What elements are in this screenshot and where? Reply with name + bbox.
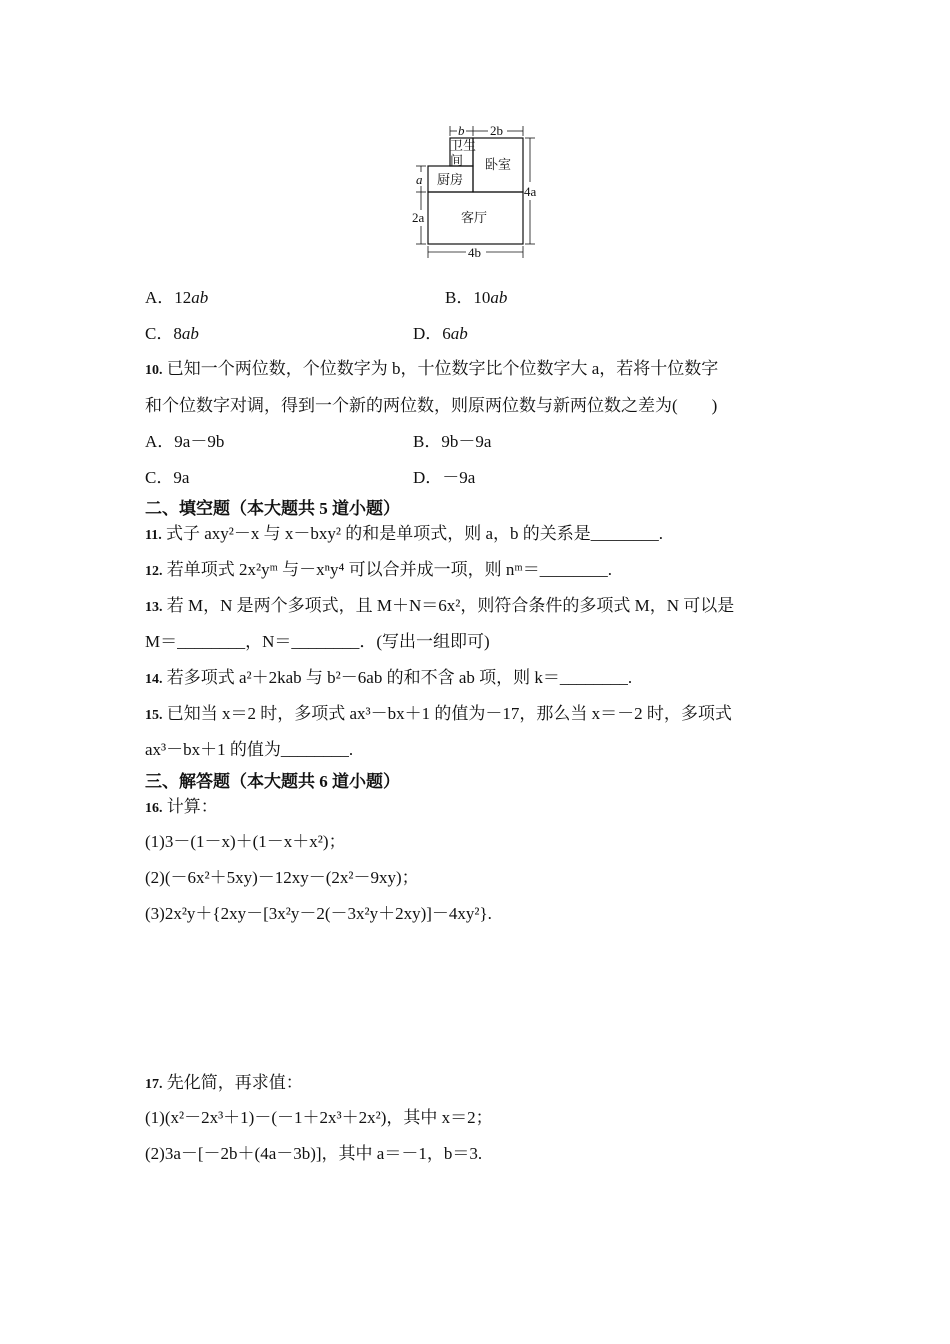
q10-option-c: C．9a xyxy=(145,468,190,487)
dim-right-4a: 4a xyxy=(524,184,537,199)
q15-line1: 15. 已知当 x＝2 时，多项式 ax³－bx＋1 的值为－17，那么当 x＝－2 时，多项式 xyxy=(145,704,732,723)
room-bedroom: 卧室 xyxy=(485,157,512,172)
q12: 12. 若单项式 2x²yᵐ 与－xⁿy⁴ 可以合并成一项，则 nᵐ＝________. xyxy=(145,560,612,579)
q9-option-c: C．8ab xyxy=(145,324,199,343)
section2-title: 二、填空题（本大题共 5 道小题） xyxy=(145,499,400,518)
q10-option-b: B．9b－9a xyxy=(413,432,492,451)
q13-line1: 13. 若 M，N 是两个多项式，且 M＋N＝6x²，则符合条件的多项式 M，N 可以是 xyxy=(145,596,735,615)
q9-option-d: D．6ab xyxy=(413,324,468,343)
q16-intro: 16. 计算： xyxy=(145,797,218,816)
q10-option-d: D．－9a xyxy=(413,468,476,487)
q16-item-2: (2)(－6x²＋5xy)－12xy－(2x²－9xy)； xyxy=(145,868,419,887)
dim-top-b: b xyxy=(458,123,465,138)
q10-line1: 10. 已知一个两位数，个位数字为 b，十位数字比个位数字大 a，若将十位数字 xyxy=(145,359,719,378)
section3-title: 三、解答题（本大题共 6 道小题） xyxy=(145,772,400,791)
room-kitchen: 厨房 xyxy=(437,172,464,187)
q10-option-a: A．9a－9b xyxy=(145,432,225,451)
dim-top-2b: 2b xyxy=(490,123,503,138)
floor-plan-figure xyxy=(410,122,550,264)
room-bathroom-2: 间 xyxy=(450,153,464,168)
q16-item-1: (1)3－(1－x)＋(1－x＋x²)； xyxy=(145,832,346,851)
q16-item-3: (3)2x²y＋{2xy－[3x²y－2(－3x²y＋2xy)]－4xy²}. xyxy=(145,904,492,923)
room-living: 客厅 xyxy=(461,210,488,225)
q14: 14. 若多项式 a²＋2kab 与 b²－6ab 的和不含 ab 项，则 k＝________. xyxy=(145,668,633,687)
q17-intro: 17. 先化简，再求值： xyxy=(145,1073,303,1092)
q9-option-b: B．10ab xyxy=(445,288,508,307)
room-bathroom-1: 卫生 xyxy=(450,138,477,153)
q15-line2: ax³－bx＋1 的值为________. xyxy=(145,740,354,759)
q9-option-a: A．12ab xyxy=(145,288,209,307)
dim-bottom-4b: 4b xyxy=(468,245,481,260)
q11: 11. 式子 axy²－x 与 x－bxy² 的和是单项式，则 a，b 的关系是________. xyxy=(145,524,664,543)
q13-line2: M＝________，N＝________．(写出一组即可) xyxy=(145,632,490,651)
dim-left-a: a xyxy=(416,172,423,187)
q17-item-1: (1)(x²－2x³＋1)－(－1＋2x³＋2x²)，其中 x＝2； xyxy=(145,1108,493,1127)
q17-item-2: (2)3a－[－2b＋(4a－3b)]，其中 a＝－1，b＝3. xyxy=(145,1144,483,1163)
q10-line2: 和个位数字对调，得到一个新的两位数，则原两位数与新两位数之差为( ) xyxy=(145,396,718,415)
dim-left-2a: 2a xyxy=(412,210,425,225)
